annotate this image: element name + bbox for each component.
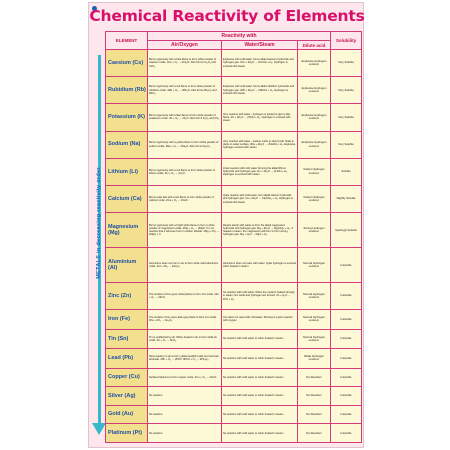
element-cell: Copper (Cu) bbox=[106, 368, 148, 387]
element-cell: Zinc (Zn) bbox=[106, 282, 148, 309]
table-row bbox=[106, 104, 362, 131]
solubility-cell: Very Soluble bbox=[331, 77, 362, 104]
air-reaction-cell: Surface blackens to form copper oxide. 2Cu + O₂ → 2CuO. bbox=[148, 368, 222, 387]
acid-reaction-cell: Explosive Hydrogen evolved. bbox=[298, 77, 331, 104]
table-row bbox=[106, 405, 362, 424]
table-row bbox=[106, 387, 362, 406]
water-reaction-cell: Quite reactive with cold water, form alkali calcium hydroxide and hydrogen gas. Ca + 2H₂O → Ca(OH)₂ + H₂. Hydrogen is evolved with steam. bbox=[222, 185, 298, 212]
water-reaction-cell: No reaction with cold water or when heated in steam. bbox=[222, 368, 298, 387]
solubility-cell: Insoluble bbox=[331, 248, 362, 283]
header-element: ELEMENT bbox=[106, 32, 148, 50]
table-row bbox=[106, 329, 362, 349]
air-reaction-cell: Aluminium does not burn in air to form white solid aluminium oxide. 4Al + 3O₂ → 2Al₂O₃. bbox=[148, 248, 222, 283]
element-cell: Sodium (Na) bbox=[106, 131, 148, 158]
solubility-cell: Insoluble bbox=[331, 329, 362, 349]
solubility-cell: Sparingly Soluble bbox=[331, 213, 362, 248]
air-reaction-cell: Tin is unaffected by air. When heated in air to form white tin oxide. Sn + O₂ → SnO₂. bbox=[148, 329, 222, 349]
solubility-cell: Insoluble bbox=[331, 349, 362, 369]
table-row bbox=[106, 131, 362, 158]
water-reaction-cell: Reacts slowly with water to form the alkali magnesium hydroxide and hydrogen gas. Mg + 2H₂O → Mg(OH)₂ + H₂. If heated in steam, the magnesium will burn to form strong hydrogen gas. Mg + H₂O → MgO + H₂. bbox=[222, 213, 298, 248]
element-cell: Potassium (K) bbox=[106, 104, 148, 131]
element-cell: Tin (Sn) bbox=[106, 329, 148, 349]
water-reaction-cell: No reaction with cold water or when heated in steam. bbox=[222, 387, 298, 406]
side-label-text: METALS in decreasing reactivity order bbox=[96, 167, 102, 279]
air-reaction-cell: Burns vigorously with a blue flame to form white powder of caesium oxide. 4Cs + O₂ → 2Cs₂O. Also forms Cs₂O₂ and CsO₂. bbox=[148, 50, 222, 77]
air-reaction-cell: No reaction. bbox=[148, 387, 222, 406]
solubility-cell: Insoluble bbox=[331, 368, 362, 387]
air-reaction-cell: Burns vigorously with a bright white flame to form a white powder of magnesium oxide. 2Mg + O₂ → 2MgO. It is so reactive that it will even burn in carbon dioxide. 2Mg + CO₂ → 2MgO + C. bbox=[148, 213, 222, 248]
water-reaction-cell: No reaction with cold water or when heated in steam. bbox=[222, 424, 298, 443]
solubility-cell: Insoluble bbox=[331, 282, 362, 309]
water-reaction-cell: Very reactive with water - hydrogen is ignited to give a lilac flame. 2K + 2H₂O → 2KOH + H₂. Hydrogen is evolved with steam. bbox=[222, 104, 298, 131]
header-water: Water/Steam bbox=[222, 41, 298, 50]
reactivity-table bbox=[105, 31, 361, 443]
solubility-cell: Insoluble bbox=[331, 387, 362, 406]
solubility-cell: Very Soluble bbox=[331, 50, 362, 77]
chart-poster bbox=[88, 2, 364, 448]
acid-reaction-cell: Explosive Hydrogen evolved. bbox=[298, 131, 331, 158]
air-reaction-cell: Burns quite fast with a red flame to form white powder of calcium oxide. 2Ca + O₂ → 2CaO. bbox=[148, 185, 222, 212]
acid-reaction-cell: No Reaction bbox=[298, 387, 331, 406]
solubility-cell: Very Soluble bbox=[331, 104, 362, 131]
element-cell: Rubidium (Rb) bbox=[106, 77, 148, 104]
table-row bbox=[106, 77, 362, 104]
header-acid: Dilute acid bbox=[298, 41, 331, 50]
table-row bbox=[106, 185, 362, 212]
acid-reaction-cell: Explosive Hydrogen evolved. bbox=[298, 50, 331, 77]
table-row bbox=[106, 248, 362, 283]
air-reaction-cell: Burns vigorously with a yellow flame to form white powder of sodium oxide. 4Na + O₂ → 2Na₂O. Also forms Na₂O₂. bbox=[148, 131, 222, 158]
acid-reaction-cell: No Reaction bbox=[298, 424, 331, 443]
acid-reaction-cell: Normal Hydrogen evolved. bbox=[298, 310, 331, 330]
air-reaction-cell: No reaction. bbox=[148, 424, 222, 443]
acid-reaction-cell: Strong Hydrogen evolved. bbox=[298, 213, 331, 248]
element-cell: Iron (Fe) bbox=[106, 310, 148, 330]
element-cell: Magnesium (Mg) bbox=[106, 213, 148, 248]
reactivity-arrow-icon bbox=[92, 423, 106, 435]
element-cell: Caesium (Cs) bbox=[106, 50, 148, 77]
air-reaction-cell: The surface of iron goes dark grey-black to form iron oxide. 3Fe + 2O₂ → Fe₃O₄. bbox=[148, 310, 222, 330]
element-cell: Calcium (Ca) bbox=[106, 185, 148, 212]
water-reaction-cell: No reaction with cold water or when heated in steam. bbox=[222, 405, 298, 424]
acid-reaction-cell: Normal Hydrogen evolved. bbox=[298, 282, 331, 309]
air-reaction-cell: Burns vigorously with a red flame to form white powder of lithium oxide. 4Li + O₂ → 2Li₂O. bbox=[148, 158, 222, 185]
air-reaction-cell: The surface of zinc goes white/yellow to form zinc oxide. 2Zn + O₂ → 2ZnO. bbox=[148, 282, 222, 309]
solubility-cell: Insoluble bbox=[331, 405, 362, 424]
air-reaction-cell: Burns vigorously with a red flame to form white powder of rubidium oxide. 4Rb + O₂ → 2Rb₂O. Also forms Rb₂O₂ and RbO₂. bbox=[148, 77, 222, 104]
table-row bbox=[106, 368, 362, 387]
air-reaction-cell: Slow reaction in air to form yellow lead(II) oxide and red lead tetroxide. 2Pb + O₂ → 2PbO. 6PbO + O₂ → 2Pb₃O₄. bbox=[148, 349, 222, 369]
header-reactivity-with: Reactivity with bbox=[148, 32, 331, 41]
water-reaction-cell: No reaction with cold water or when heated in steam. bbox=[222, 349, 298, 369]
element-cell: Aluminium (Al) bbox=[106, 248, 148, 283]
table-row bbox=[106, 282, 362, 309]
solubility-cell: Slightly Soluble bbox=[331, 185, 362, 212]
solubility-cell: Insoluble bbox=[331, 310, 362, 330]
element-cell: Platinum (Pt) bbox=[106, 424, 148, 443]
acid-reaction-cell: Explosive Hydrogen evolved. bbox=[298, 104, 331, 131]
header-solubility: Solubility bbox=[331, 32, 362, 50]
water-reaction-cell: No reaction with cold water. When the metal is heated strongly in steam zinc oxide and hydrogen are formed. Zn + H₂O → ZnO + H₂. bbox=[222, 282, 298, 309]
water-reaction-cell: No reaction with cold water or when heated in steam. bbox=[222, 329, 298, 349]
solubility-cell: Very Soluble bbox=[331, 131, 362, 158]
acid-reaction-cell: Violent Hydrogen evolved. bbox=[298, 158, 331, 185]
element-cell: Lithium (Li) bbox=[106, 158, 148, 185]
water-reaction-cell: Very reactive with water - sodium melts to silvery ball, floats & darts on water surface. 2Na + 2H₂O → 2NaOH + H₂. Explosive hydrogen evolved with steam. bbox=[222, 131, 298, 158]
water-reaction-cell: Explosive with cold water, forms alkali caesium hydroxide and hydrogen gas. 2Cs + 2H₂O → 2CsOH + H₂. Hydrogen is evolved with steam. bbox=[222, 50, 298, 77]
side-label bbox=[93, 73, 105, 373]
air-reaction-cell: Burns vigorously with a lilac flame to form white powder of potassium oxide. 4K + O₂ → 2K₂O. Also forms K₂O₂ and KO₂. bbox=[148, 104, 222, 131]
element-cell: Lead (Pb) bbox=[106, 349, 148, 369]
element-cell: Silver (Ag) bbox=[106, 387, 148, 406]
water-reaction-cell: Explosive with cold water, forms alkali rubidium hydroxide and hydrogen gas. 2Rb + 2H₂O → 2RbOH + H₂. Hydrogen is evolved with steam. bbox=[222, 77, 298, 104]
acid-reaction-cell: Violent Hydrogen evolved. bbox=[298, 185, 331, 212]
table-row bbox=[106, 213, 362, 248]
table-row bbox=[106, 310, 362, 330]
acid-reaction-cell: No Reaction bbox=[298, 368, 331, 387]
water-reaction-cell: A fast reaction with cold water forming the alkali lithium hydroxide and hydrogen gas. 2Li + 2H₂O → 2LiOH + H₂. Hydrogen is evolved with steam. bbox=[222, 158, 298, 185]
solubility-cell: Insoluble bbox=[331, 424, 362, 443]
solubility-cell: Soluble bbox=[331, 158, 362, 185]
acid-reaction-cell: Normal Hydrogen evolved. bbox=[298, 248, 331, 283]
table-row bbox=[106, 158, 362, 185]
element-cell: Gold (Au) bbox=[106, 405, 148, 424]
poster-title: Chemical Reactivity of Elements bbox=[89, 7, 365, 25]
table-row bbox=[106, 349, 362, 369]
table-row bbox=[106, 424, 362, 443]
acid-reaction-cell: Normal Hydrogen evolved. bbox=[298, 329, 331, 349]
acid-reaction-cell: No Reaction bbox=[298, 405, 331, 424]
header-air: Air/Oxygen bbox=[148, 41, 222, 50]
water-reaction-cell: Aluminium does not react with water. Quiet hydrogen is evolved when heated in steam. bbox=[222, 248, 298, 283]
air-reaction-cell: No reaction. bbox=[148, 405, 222, 424]
water-reaction-cell: Iron does not react with cold water. Rusting is a joint reaction with oxygen. bbox=[222, 310, 298, 330]
table-row bbox=[106, 50, 362, 77]
acid-reaction-cell: Weak Hydrogen evolved. bbox=[298, 349, 331, 369]
